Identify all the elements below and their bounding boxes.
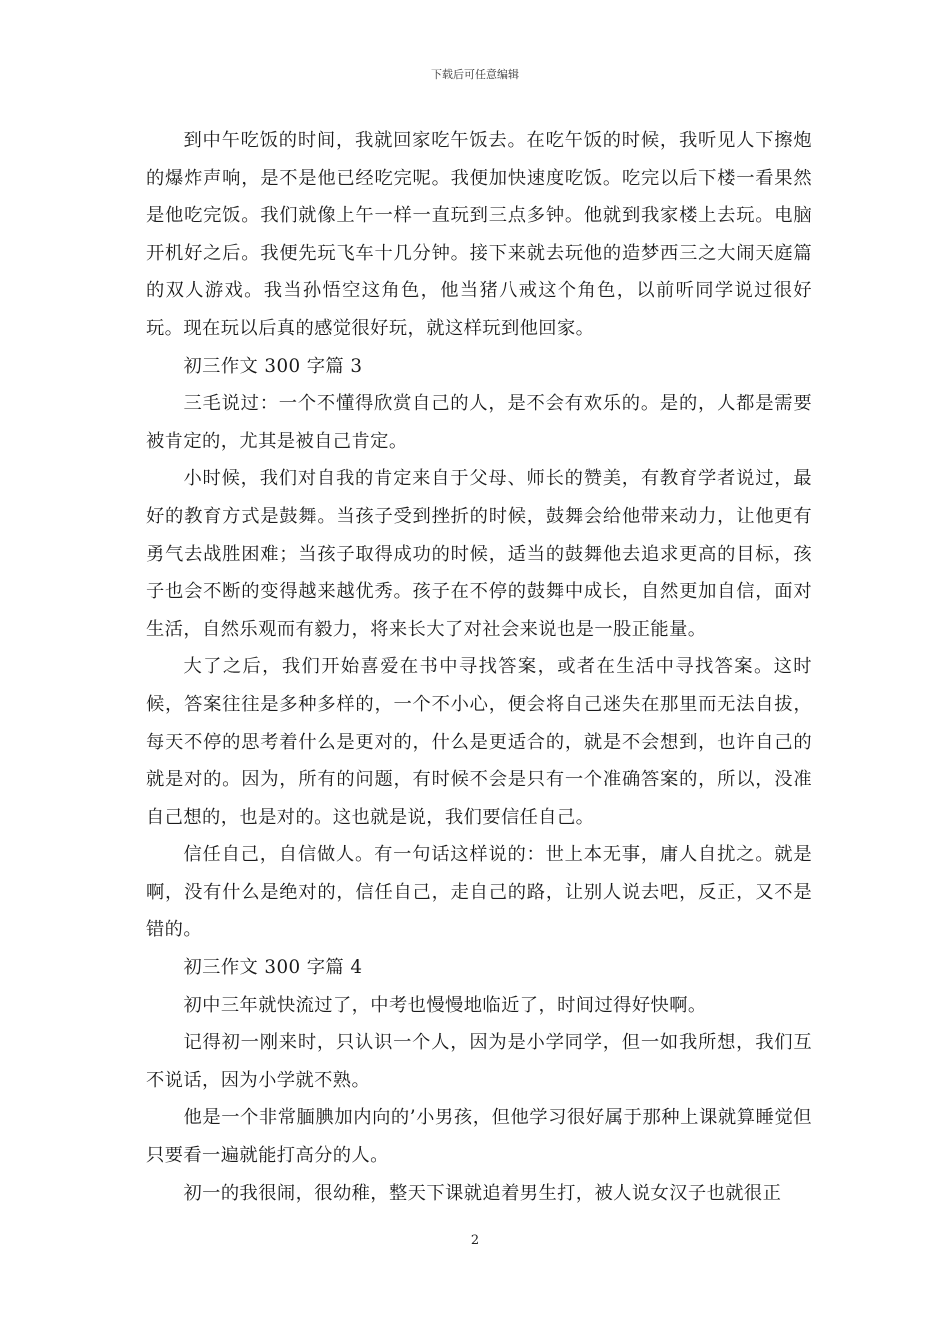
section-heading: 初三作文 300 字篇 3 (183, 355, 363, 377)
document-body (146, 122, 812, 1212)
paragraph: 他是一个非常腼腆加内向的’小男孩，但他学习很好属于那种上课就算睡觉但只要看一遍就能打高分的人。 (146, 1107, 812, 1167)
page-header: 下载后可任意编辑 (431, 68, 519, 81)
paragraph: 小时候，我们对自我的肯定来自于父母、师长的赞美，有教育学者说过，最好的教育方式是鼓舞。当孩子受到挫折的时候，鼓舞会给他带来动力，让他更有勇气去战胜困难；当孩子取得成功的时候，适当的鼓舞他去追求更高的目标，孩子也会不断的变得越来越优秀。孩子在不停的鼓舞中成长，自然更加自信，面对生活，自然乐观而有毅力，将来长大了对社会来说也是一股正能量。 (146, 468, 812, 640)
paragraph: 大了之后，我们开始喜爱在书中寻找答案，或者在生活中寻找答案。这时候，答案往往是多种多样的，一个不小心，便会将自己迷失在那里而无法自拔，每天不停的思考着什么是更对的，什么是更适合的，就是不会想到，也许自己的就是对的。因为，所有的问题，有时候不会是只有一个准确答案的，所以，没准自己想的，也是对的。这也就是说，我们要信任自己。 (146, 656, 812, 828)
paragraph: 到中午吃饭的时间，我就回家吃午饭去。在吃午饭的时候，我听见人下擦炮的爆炸声响，是不是他已经吃完呢。我便加快速度吃饭。吃完以后下楼一看果然是他吃完饭。我们就像上午一样一直玩到三点多钟。他就到我家楼上去玩。电脑开机好之后。我便先玩飞车十几分钟。接下来就去玩他的造梦西三之大闹天庭篇的双人游戏。我当孙悟空这角色，他当猪八戒这个角色，以前听同学说过很好玩。现在玩以后真的感觉很好玩，就这样玩到他回家。 (146, 130, 812, 339)
paragraph: 信任自己，自信做人。有一句话这样说的：世上本无事，庸人自扰之。就是啊，没有什么是绝对的，信任自己，走自己的路，让别人说去吧，反正，又不是错的。 (146, 844, 812, 941)
paragraph: 三毛说过：一个不懂得欣赏自己的人，是不会有欢乐的。是的，人都是需要被肯定的，尤其是被自己肯定。 (146, 393, 812, 452)
paragraph: 初一的我很闹，很幼稚，整天下课就追着男生打，被人说女汉子也就很正 (183, 1182, 782, 1204)
section-heading: 初三作文 300 字篇 4 (183, 957, 363, 979)
page-number: 2 (470, 1233, 480, 1248)
paragraph: 记得初一刚来时，只认识一个人，因为是小学同学，但一如我所想，我们互不说话，因为小学就不熟。 (146, 1032, 812, 1091)
paragraph: 初中三年就快流过了，中考也慢慢地临近了，时间过得好快啊。 (183, 994, 707, 1016)
